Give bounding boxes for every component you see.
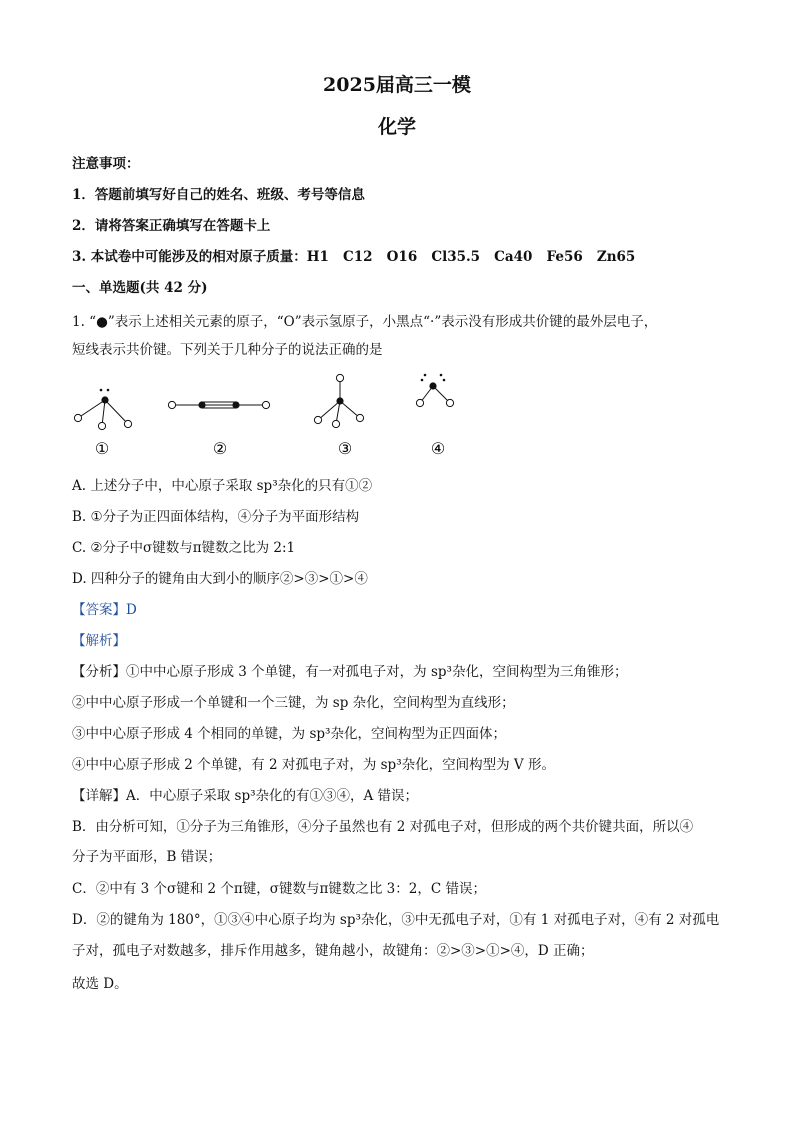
detail-line-d-cont: 子对，孤电子对数越多，排斥作用越多，键角越小，故键角：②>③>①>④，D 正确； xyxy=(72,943,594,959)
subject-title: 化学 xyxy=(377,116,416,138)
notice-item-1: 1．答题前填写好自己的姓名、班级、考号等信息 xyxy=(72,187,365,203)
notice-item-2: 2．请将答案正确填写在答题卡上 xyxy=(72,218,271,234)
figure-label-1: ① xyxy=(94,439,110,458)
detail-line-b-cont: 分子为平面形，B 错误； xyxy=(72,849,222,865)
analysis-line-3: ③中中心原子形成 4 个相同的单键，为 sp³杂化，空间构型为正四面体； xyxy=(72,726,506,742)
exam-title: 2025届高三一模 xyxy=(323,74,471,96)
figure-label-2: ② xyxy=(212,439,228,458)
notice-heading: 注意事项： xyxy=(72,156,140,172)
detail-line-b: B．由分析可知，①分子为三角锥形，④分子虽然也有 2 对孤电子对，但形成的两个共价键共面，所以④ xyxy=(72,819,694,835)
question-stem-line-1: 1. “●”表示上述相关元素的原子，“O”表示氢原子，小黑点“·”表示没有形成共价键的最外层电子， xyxy=(72,314,658,330)
molecule-2-diagram xyxy=(168,401,269,408)
detail-line-d: D．②的键角为 180°，①③④中心原子均为 sp³杂化，③中无孤电子对，①有 1 对孤电子对，④有 2 对孤电 xyxy=(72,912,720,928)
answer-label: 【答案】D xyxy=(72,602,137,618)
figure-label-3: ③ xyxy=(337,439,353,458)
figure-label-4: ④ xyxy=(430,439,446,458)
analysis-line-4: ④中中心原子形成 2 个单键，有 2 对孤电子对，为 sp³杂化，空间构型为 V 形。 xyxy=(72,757,555,773)
option-d: D. 四种分子的键角由大到小的顺序②>③>①>④ xyxy=(72,571,368,587)
analysis-label: 【解析】 xyxy=(72,633,126,649)
molecule-1-diagram xyxy=(74,389,131,430)
molecule-3-diagram xyxy=(314,374,363,427)
analysis-line-2: ②中中心原子形成一个单键和一个三键，为 sp 杂化，空间构型为直线形； xyxy=(72,695,515,711)
option-b: B. ①分子为正四面体结构，④分子为平面形结构 xyxy=(72,509,360,525)
final-choice: 故选 D。 xyxy=(72,976,128,992)
option-a: A. 上述分子中，中心原子采取 sp³杂化的只有①② xyxy=(72,478,373,494)
analysis-line-1: 【分析】①中中心原子形成 3 个单键，有一对孤电子对，为 sp³杂化，空间构型为三角锥形； xyxy=(72,664,628,680)
detail-line-c: C．②中有 3 个σ键和 2 个π键，σ键数与π键数之比 3：2，C 错误； xyxy=(72,881,486,897)
molecule-4-diagram xyxy=(416,374,453,407)
section-heading: 一、单选题(共 42 分) xyxy=(72,280,208,296)
notice-item-3: 3. 本试卷中可能涉及的相对原子质量：H1 C12 O16 Cl35.5 Ca40 Fe56 Zn65 xyxy=(72,249,636,265)
question-stem-line-2: 短线表示共价键。下列关于几种分子的说法正确的是 xyxy=(72,342,383,358)
molecule-figure xyxy=(60,368,480,464)
detail-line-a: 【详解】A．中心原子采取 sp³杂化的有①③④，A 错误； xyxy=(72,788,419,804)
option-c: C. ②分子中σ键数与π键数之比为 2:1 xyxy=(72,540,296,556)
